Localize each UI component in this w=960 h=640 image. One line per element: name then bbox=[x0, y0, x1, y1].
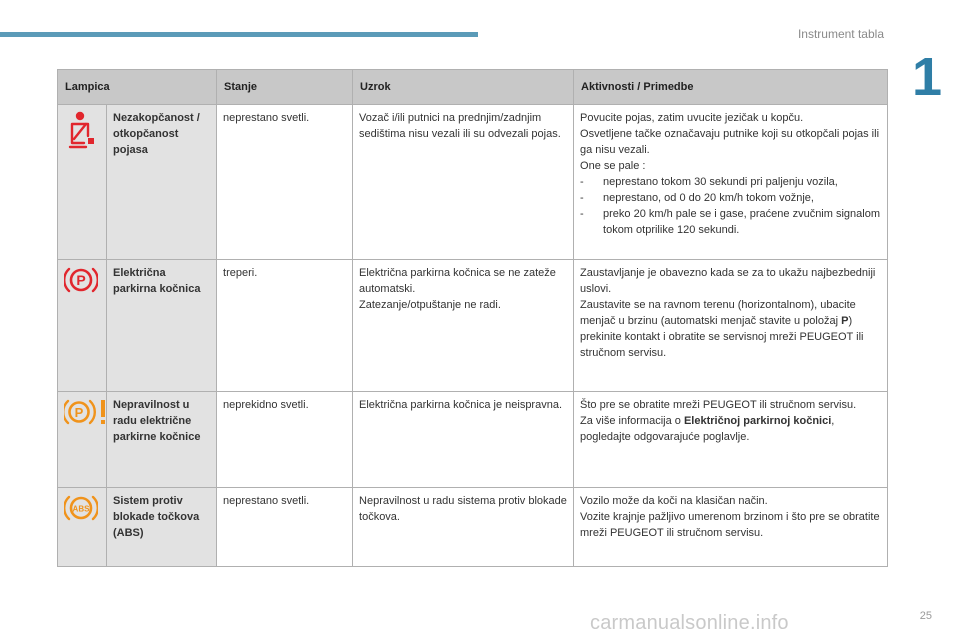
action-line: Zaustavljanje je obavezno kada se za to ukažu najbezbedniji uslovi. bbox=[580, 267, 876, 295]
warning-cause: Vozač i/ili putnici na prednjim/zadnjim sedištima nisu vezali ili su odvezali pojas. bbox=[353, 105, 574, 260]
warning-action bbox=[574, 392, 888, 488]
svg-text:ABS: ABS bbox=[72, 504, 90, 514]
cause-line: Električna parkirna kočnica se ne zateže automatski. bbox=[359, 267, 556, 295]
page-number: 25 bbox=[919, 610, 932, 622]
warning-cause: Nepravilnost u radu sistema protiv blokade točkova. bbox=[353, 488, 574, 567]
warning-state: neprestano svetli. bbox=[217, 105, 353, 260]
action-line: Vozite krajnje pažljivo umerenom brzinom i što pre se obratite mreži PEUGEOT ili stručnom servisu. bbox=[580, 511, 880, 539]
table-row bbox=[58, 488, 888, 567]
warning-lights-table bbox=[57, 69, 888, 567]
action-line: Povucite pojas, zatim uvucite jezičak u kopču. bbox=[580, 112, 804, 124]
seatbelt-warning-icon bbox=[64, 110, 98, 150]
abs-warning-icon bbox=[64, 493, 98, 523]
action-line bbox=[580, 413, 881, 445]
table-header-row bbox=[58, 70, 888, 105]
warning-cause: Električna parkirna kočnica je neispravna. bbox=[353, 392, 574, 488]
warning-name: Nepravilnost u radu električne parkirne kočnice bbox=[107, 392, 217, 488]
warning-cause bbox=[353, 260, 574, 392]
icon-cell bbox=[58, 392, 107, 488]
action-text: ) prekinite kontakt i obratite se servisnoj mreži PEUGEOT ili stručnom servisu. bbox=[580, 315, 864, 359]
warning-name: Električna parkirna kočnica bbox=[107, 260, 217, 392]
action-bullets bbox=[580, 174, 881, 238]
warning-name: Nezakopčanost / otkopčanost pojasa bbox=[107, 105, 217, 260]
warning-state: neprekidno svetli. bbox=[217, 392, 353, 488]
warning-name: Sistem protiv blokade točkova (ABS) bbox=[107, 488, 217, 567]
svg-text:P: P bbox=[76, 272, 86, 288]
action-line: Što pre se obratite mreži PEUGEOT ili stručnom servisu. bbox=[580, 399, 857, 411]
chapter-number: 1 bbox=[911, 47, 942, 107]
action-bold: Električnoj parkirnoj kočnici bbox=[683, 415, 832, 427]
icon-cell bbox=[58, 488, 107, 567]
warning-state: neprestano svetli. bbox=[217, 488, 353, 567]
warning-action bbox=[574, 105, 888, 260]
header-stanje: Stanje bbox=[217, 70, 353, 105]
action-line: One se pale : bbox=[580, 160, 646, 172]
icon-cell bbox=[58, 105, 107, 260]
table-row bbox=[58, 105, 888, 260]
list-item: - neprestano, od 0 do 20 km/h tokom vožnje, bbox=[580, 190, 881, 206]
warning-state: treperi. bbox=[217, 260, 353, 392]
cause-line: Zatezanje/otpuštanje ne radi. bbox=[359, 299, 501, 311]
header-lampica: Lampica bbox=[58, 70, 217, 105]
watermark-text[interactable]: carmanualsonline.info bbox=[590, 612, 789, 634]
section-title: Instrument tabla bbox=[797, 27, 884, 41]
icon-cell bbox=[58, 260, 107, 392]
top-accent-bar bbox=[0, 32, 478, 37]
header-uzrok: Uzrok bbox=[353, 70, 574, 105]
table-row bbox=[58, 260, 888, 392]
action-bold: P bbox=[841, 315, 849, 327]
parking-brake-fault-icon bbox=[64, 397, 110, 427]
action-line: Osvetljene tačke označavaju putnike koji su otkopčali pojas ili ga nisu vezali. bbox=[580, 128, 880, 156]
action-text: , pogledajte odgovarajuće poglavlje. bbox=[580, 415, 835, 443]
table-row bbox=[58, 392, 888, 488]
action-text: Za više informacija o bbox=[580, 415, 684, 427]
action-line bbox=[580, 297, 881, 361]
action-text: Zaustavite se na ravnom terenu (horizontalnom), ubacite menjač u brzinu (automatski menjač stavite u položaj bbox=[580, 299, 856, 327]
action-line: Vozilo može da koči na klasičan način. bbox=[580, 495, 768, 507]
warning-action bbox=[574, 488, 888, 567]
warning-action bbox=[574, 260, 888, 392]
list-item: - preko 20 km/h pale se i gase, praćene zvučnim signalom tokom otprilike 120 sekundi. bbox=[580, 206, 881, 238]
parking-brake-icon bbox=[64, 265, 98, 295]
list-item: - neprestano tokom 30 sekundi pri paljenju vozila, bbox=[580, 174, 881, 190]
svg-text:P: P bbox=[74, 405, 84, 420]
header-aktivnosti: Aktivnosti / Primedbe bbox=[574, 70, 888, 105]
